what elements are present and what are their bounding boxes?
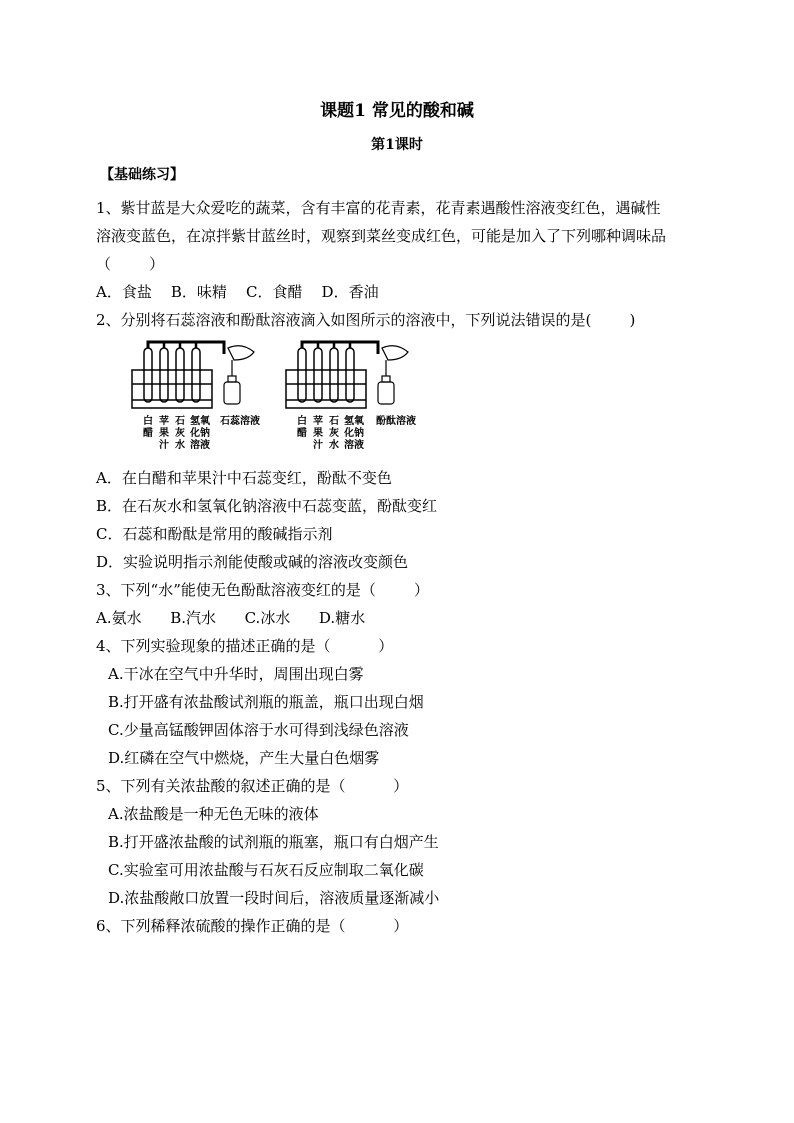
q3-stem: 3、下列“水”能使无色酚酞溶液变红的是（ ） [96,581,430,599]
right-tube-label: 醋 [297,428,307,439]
q1-line-1: 1、紫甘蓝是大众爱吃的蔬菜，含有丰富的花青素，花青素遇酸性溶液变红色，遇碱性 [96,199,661,217]
left-tube-label: 水 [175,440,185,451]
right-tube-label: 氢氧 [344,416,364,427]
q3-options: A.氨水 B.汽水 C.冰水 D.糖水 [96,609,366,627]
right-test-tube-rack [286,342,378,408]
lesson-subtitle: 第1课时 [371,137,423,153]
left-tube-label: 苹 [159,416,169,427]
left-tube-label: 溶液 [190,440,210,451]
q4-option-b: B.打开盛有浓盐酸试剂瓶的瓶盖，瓶口出现白烟 [108,693,424,711]
q1-options: A．食盐 B．味精 C．食醋 D．香油 [96,283,379,301]
right-tube-label: 果 [313,428,323,439]
q5-option-d: D.浓盐酸敞口放置一段时间后，溶液质量逐渐减小 [108,889,440,907]
q5-option-a: A.浓盐酸是一种无色无味的液体 [108,805,319,823]
left-tube-label: 化钠 [190,428,210,439]
q5-option-b: B.打开盛浓盐酸的试剂瓶的瓶塞，瓶口有白烟产生 [108,833,439,851]
q4-option-a: A.干冰在空气中升华时，周围出现白雾 [108,665,364,683]
q2-option-d: D．实验说明指示剂能使酸或碱的溶液改变颜色 [96,553,409,571]
indicator-experiment-figure [126,340,436,458]
q2-option-b: B．在石灰水和氢氧化钠溶液中石蕊变蓝，酚酞变红 [96,497,438,515]
left-tube-label: 白 [143,416,153,427]
q2-option-c: C．石蕊和酚酞是常用的酸碱指示剂 [96,525,333,543]
q5-option-c: C.实验室可用浓盐酸与石灰石反应制取二氧化碳 [108,861,424,879]
q1-line-2: 溶液变蓝色，在凉拌紫甘蓝丝时，观察到菜丝变成红色，可能是加入了下列哪种调味品 [96,227,667,245]
litmus-solution-label: 石蕊溶液 [220,416,260,427]
right-tube-label: 石 [329,416,339,427]
q4-option-c: C.少量高锰酸钾固体溶于水可得到浅绿色溶液 [108,721,409,739]
page-title: 课题1 常见的酸和碱 [320,101,474,121]
left-dropper-hand-icon [224,346,254,404]
left-tube-label: 果 [159,428,169,439]
left-tube-label: 灰 [175,428,185,439]
q4-stem: 4、下列实验现象的描述正确的是（ ） [96,637,394,655]
right-tube-label: 白 [297,416,307,427]
phenolphthalein-solution-label: 酚酞溶液 [376,416,416,427]
q5-stem: 5、下列有关浓盐酸的叙述正确的是（ ） [96,777,409,795]
right-tube-label: 灰 [329,428,339,439]
left-tube-label: 氢氧 [190,416,210,427]
left-test-tube-rack [132,342,224,408]
right-dropper-hand-icon [378,346,408,404]
right-tube-label: 汁 [313,440,323,451]
left-tube-label: 汁 [159,440,169,451]
q6-stem: 6、下列稀释浓硫酸的操作正确的是（ ） [96,917,409,935]
q4-option-d: D.红磷在空气中燃烧，产生大量白色烟雾 [108,749,380,767]
right-tube-label: 溶液 [344,440,364,451]
right-tube-label: 化钠 [344,428,364,439]
left-tube-label: 醋 [143,428,153,439]
right-tube-label: 水 [329,440,339,451]
section-heading: 【基础练习】 [100,167,184,183]
q2-option-a: A．在白醋和苹果汁中石蕊变红，酚酞不变色 [96,469,392,487]
q2-stem: 2、分别将石蕊溶液和酚酞溶液滴入如图所示的溶液中，下列说法错误的是( ) [96,311,636,329]
right-tube-label: 苹 [313,416,323,427]
questions [96,194,706,940]
left-tube-label: 石 [175,416,185,427]
q1-line-3: （ ） [96,255,165,273]
